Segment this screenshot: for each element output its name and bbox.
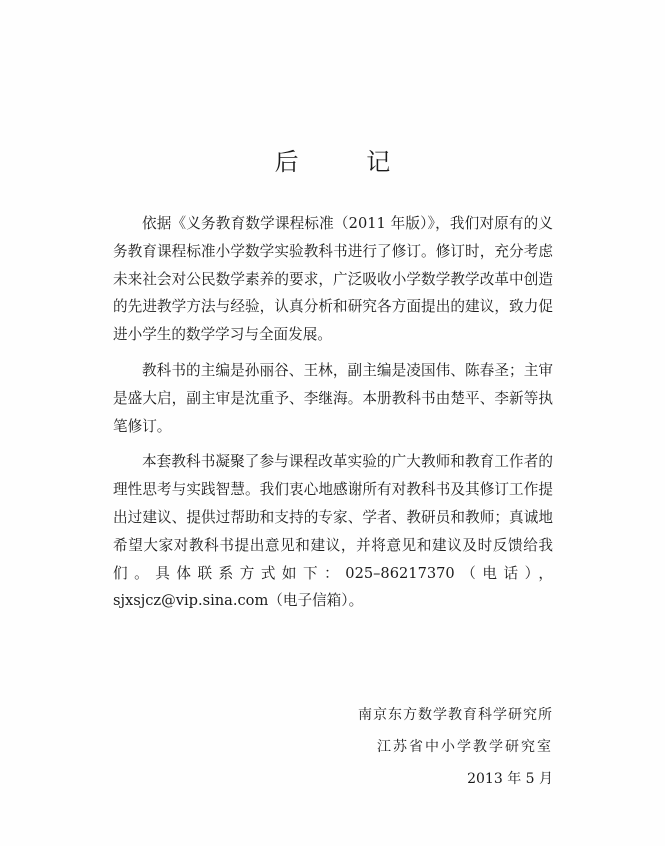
page-title: 后 记 <box>274 148 421 176</box>
signature-org-institute: 南京东方数学教育科学研究所 <box>358 707 553 723</box>
signature-date: 2013 年 5 月 <box>467 771 553 787</box>
body-text <box>113 210 553 623</box>
paragraph-editors: 教科书的主编是孙丽谷、王林，副主编是凌国伟、陈春圣；主审是盛大启，副主审是沈重予、李继海。本册教科书由楚平、李新等执笔修订。 <box>113 361 553 435</box>
paragraph-revision-basis: 依据《义务教育数学课程标准（2011 年版）》，我们对原有的义务教育课程标准小学数学实验教科书进行了修订。修订时，充分考虑未来社会对公民数学素养的要求，广泛吸收小学数学教学改革中创造的先进教学方法与经验，认真分析和研究各方面提出的建议，致力促进小学生的数学学习与全面发展。 <box>113 215 553 344</box>
paragraph-acknowledgement: 本套教科书凝聚了参与课程改革实验的广大教师和教育工作者的理性思考与实践智慧。我们衷心地感谢所有对教科书及其修订工作提出过建议、提供过帮助和支持的专家、学者、教研员和教师；真诚地希望大家对教科书提出意见和建议，并将意见和建议及时反馈给我们。具体联系方式如下：025–86217370（电话），sjxsjcz@vip.sina.com（电子信箱）。 <box>113 453 553 610</box>
signature-org-office: 江苏省中小学教学研究室 <box>377 739 553 755</box>
